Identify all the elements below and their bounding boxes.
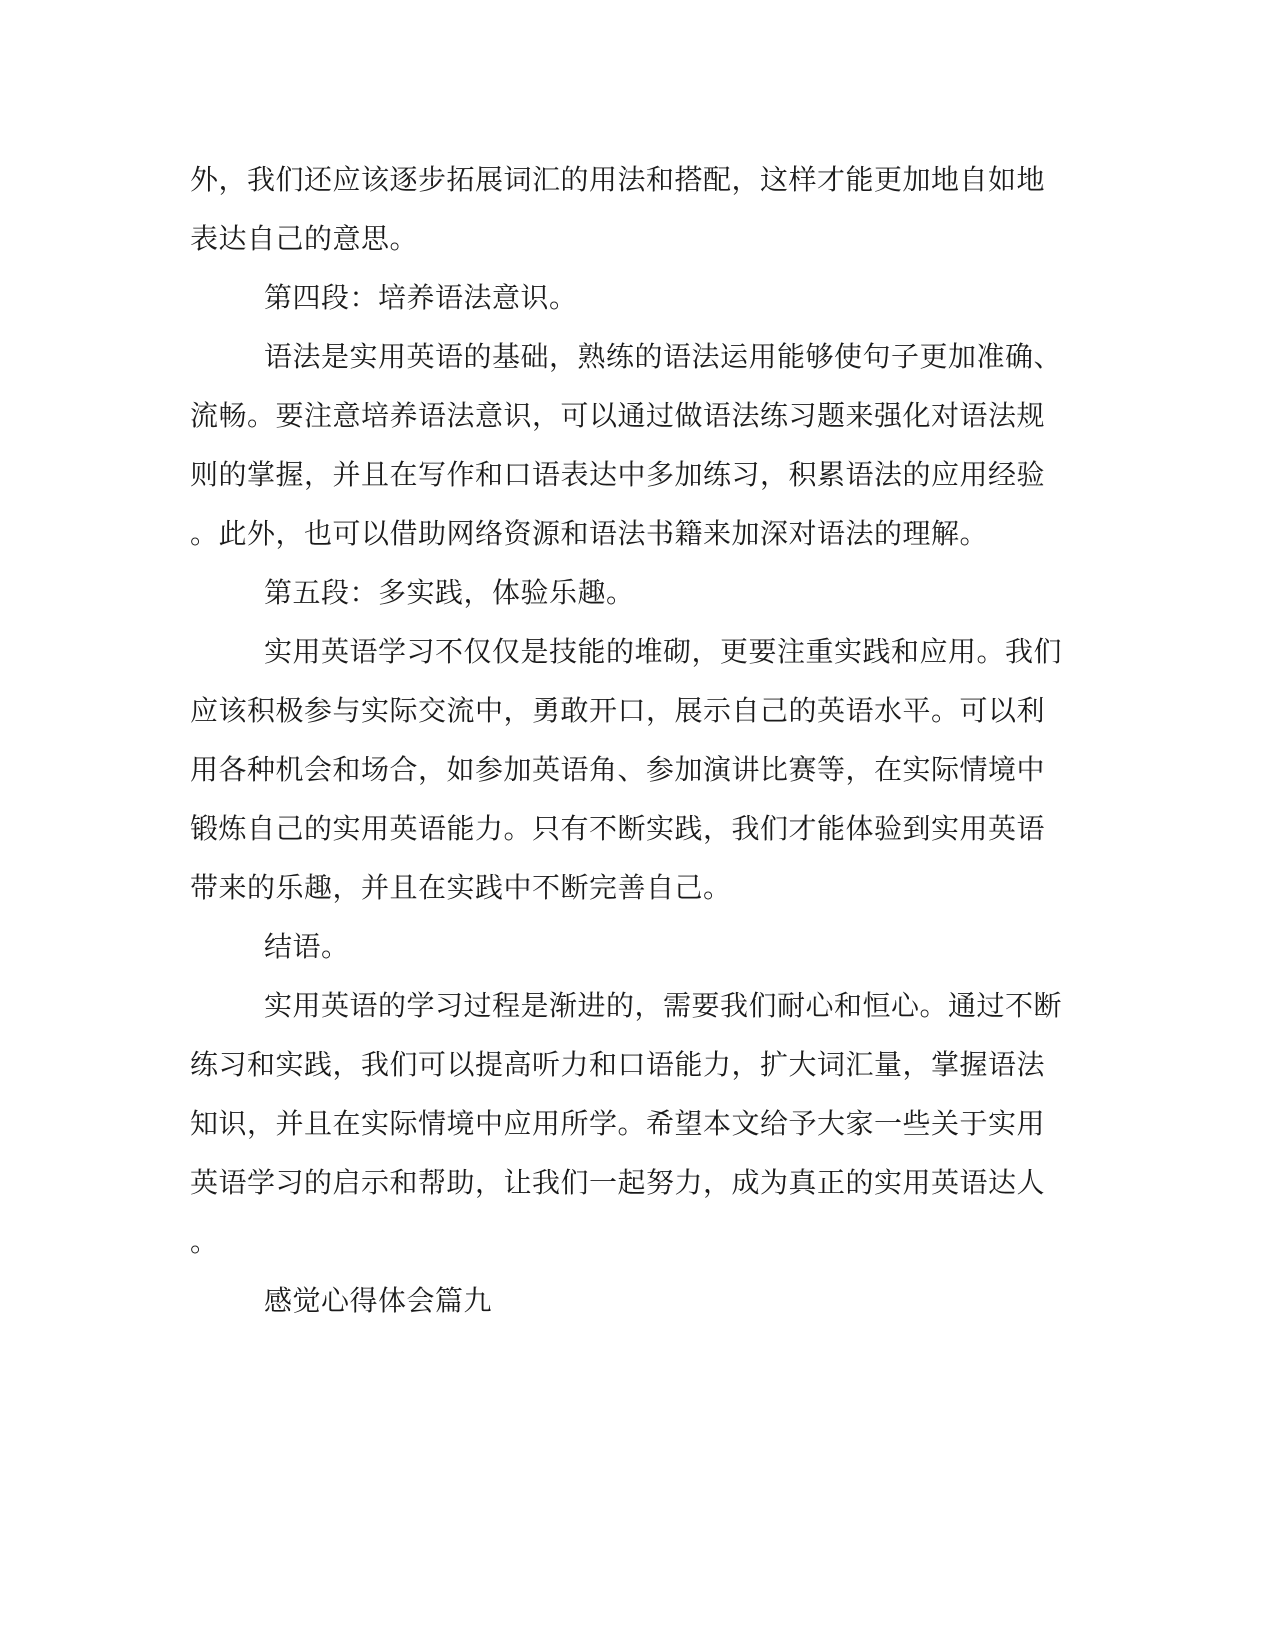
paragraph-line: 用各种机会和场合，如参加英语角、参加演讲比赛等，在实际情境中 [190,753,1046,786]
paragraph-line: 。此外，也可以借助网络资源和语法书籍来加深对语法的理解。 [190,517,989,550]
paragraph-line: 则的掌握，并且在写作和口语表达中多加练习，积累语法的应用经验 [190,458,1046,491]
section-heading: 第四段：培养语法意识。 [264,281,578,314]
section-title: 感觉心得体会篇九 [264,1284,493,1317]
paragraph-line: 知识，并且在实际情境中应用所学。希望本文给予大家一些关于实用 [190,1107,1046,1140]
paragraph-line: 实用英语的学习过程是渐进的，需要我们耐心和恒心。通过不断 [264,989,1063,1022]
paragraph-line: 应该积极参与实际交流中，勇敢开口，展示自己的英语水平。可以利 [190,694,1046,727]
paragraph-line: 实用英语学习不仅仅是技能的堆砌，更要注重实践和应用。我们 [264,635,1063,668]
paragraph-line: 。 [190,1225,219,1258]
section-heading: 第五段：多实践，体验乐趣。 [264,576,635,609]
paragraph-line: 锻炼自己的实用英语能力。只有不断实践，我们才能体验到实用英语 [190,812,1046,845]
paragraph-line: 流畅。要注意培养语法意识，可以通过做语法练习题来强化对语法规 [190,399,1046,432]
paragraph-line: 外，我们还应该逐步拓展词汇的用法和搭配，这样才能更加地自如地 [190,163,1046,196]
paragraph-line: 英语学习的启示和帮助，让我们一起努力，成为真正的实用英语达人 [190,1166,1046,1199]
paragraph-line: 语法是实用英语的基础，熟练的语法运用能够使句子更加准确、 [264,340,1063,373]
paragraph-line: 表达自己的意思。 [190,222,419,255]
paragraph-line: 练习和实践，我们可以提高听力和口语能力，扩大词汇量，掌握语法 [190,1048,1046,1081]
paragraph-line: 带来的乐趣，并且在实践中不断完善自己。 [190,871,732,904]
section-heading: 结语。 [264,930,350,963]
